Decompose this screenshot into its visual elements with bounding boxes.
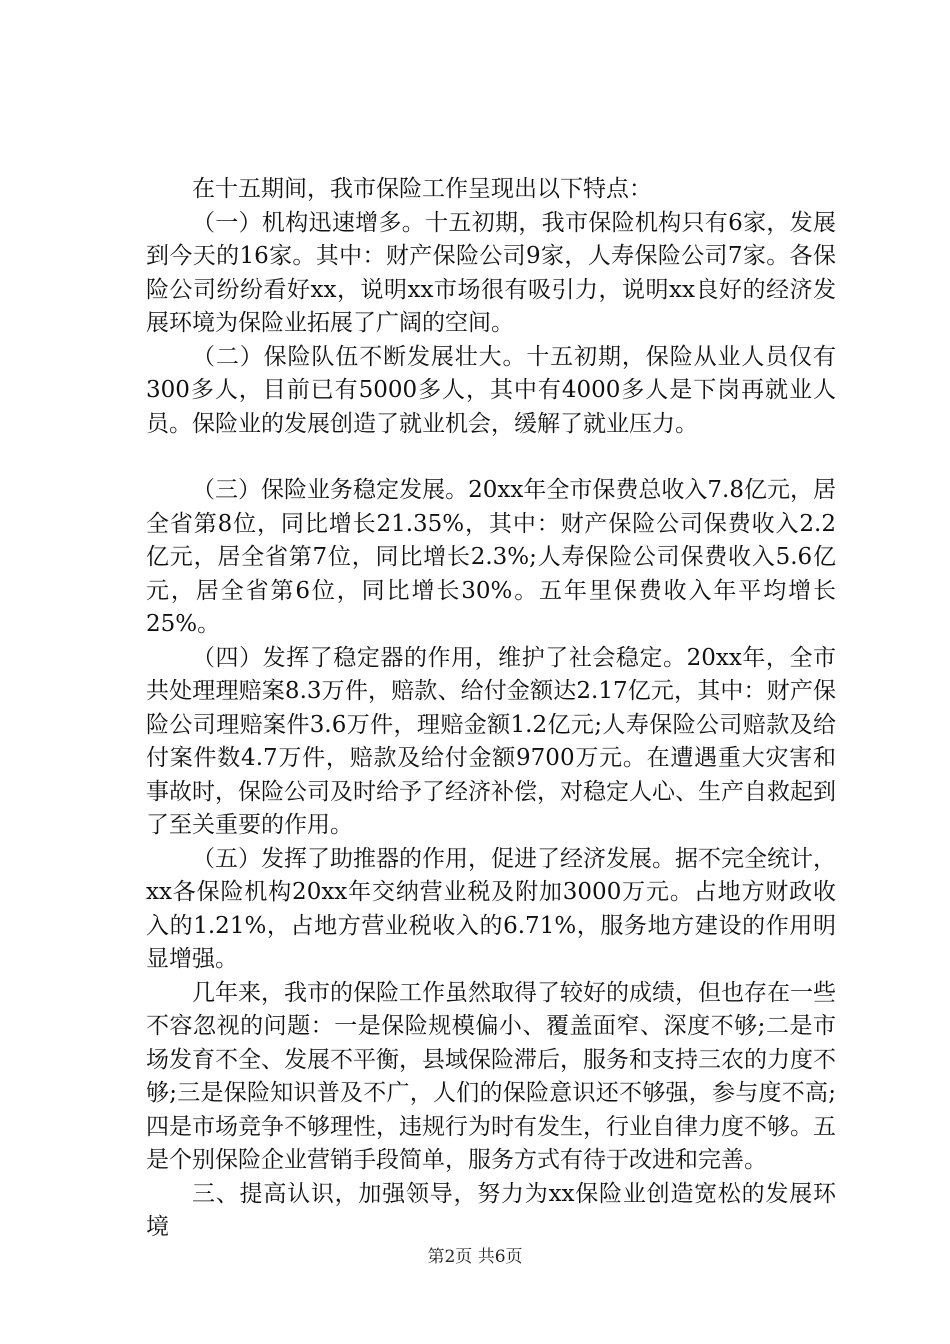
paragraph-item-1: （一）机构迅速增多。十五初期，我市保险机构只有6家，发展到今天的16家。其中：财产保险公司9家，人寿保险公司7家。各保险公司纷纷看好xx，说明xx市场很有吸引力，说明xx良好的经济发展环境为保险业拓展了广阔的空间。 <box>146 209 836 336</box>
page-number-label: 第2页 共6页 <box>427 1247 523 1267</box>
page-footer <box>0 1245 950 1269</box>
paragraph-problems: 几年来，我市的保险工作虽然取得了较好的成绩，但也存在一些不容忽视的问题：一是保险规模偏小、覆盖面窄、深度不够;二是市场发育不全、发展不平衡，县域保险滞后，服务和支持三农的力度不够;三是保险知识普及不广，人们的保险意识还不够强，参与度不高;四是市场竞争不够理性，违规行为时有发生，行业自律力度不够。五是个别保险企业营销手段简单，服务方式有待于改进和完善。 <box>146 979 836 1173</box>
paragraph-item-2: （二）保险队伍不断发展壮大。十五初期，保险从业人员仅有300多人，目前已有5000多人，其中有4000多人是下岗再就业人员。保险业的发展创造了就业机会，缓解了就业压力。 <box>146 343 836 437</box>
paragraph-item-3: （三）保险业务稳定发展。20xx年全市保费总收入7.8亿元，居全省第8位，同比增长21.35%，其中：财产保险公司保费收入2.2亿元，居全省第7位，同比增长2.3%;人寿保险公司保费收入5.6亿元，居全省第6位，同比增长30%。五年里保费收入年平均增长25%。 <box>146 477 836 637</box>
paragraph-item-4: （四）发挥了稳定器的作用，维护了社会稳定。20xx年，全市共处理理赔案8.3万件，赔款、给付金额达2.17亿元，其中：财产保险公司理赔案件3.6万件，理赔金额1.2亿元;人寿保险公司赔款及给付案件数4.7万件，赔款及给付金额9700万元。在遭遇重大灾害和事故时，保险公司及时给予了经济补偿，对稳定人心、生产自救起到了至关重要的作用。 <box>146 644 836 838</box>
section-heading-3: 三、提高认识，加强领导，努力为xx保险业创造宽松的发展环境 <box>146 1180 836 1240</box>
paragraph-item-5: （五）发挥了助推器的作用，促进了经济发展。据不完全统计，xx各保险机构20xx年交纳营业税及附加3000万元。占地方财政收入的1.21%，占地方营业税收入的6.71%，服务地方建设的作用明显增强。 <box>146 845 836 972</box>
paragraph-intro: 在十五期间，我市保险工作呈现出以下特点： <box>192 176 652 202</box>
document-body <box>146 173 836 1245</box>
